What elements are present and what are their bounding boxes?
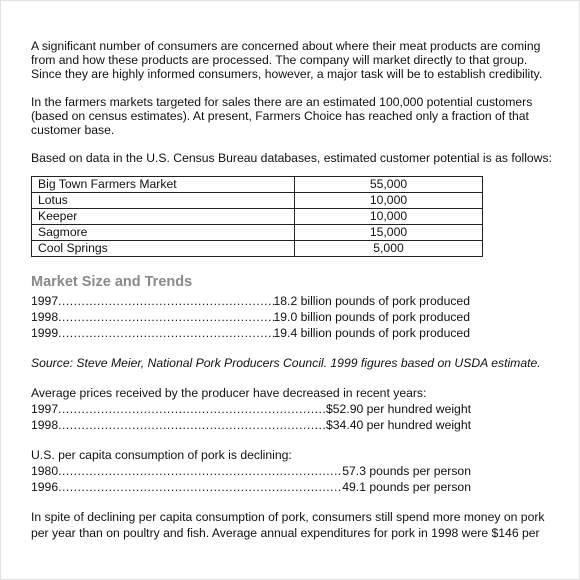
- market-name: Big Town Farmers Market: [32, 177, 295, 193]
- production-row: [31, 293, 470, 309]
- price-year: 1998: [31, 418, 59, 432]
- dot-leader: [58, 417, 326, 433]
- dot-leader: [58, 463, 342, 479]
- price-year: 1997: [31, 402, 59, 416]
- market-potential: 5,000: [295, 241, 483, 257]
- production-value: 18.2 billion pounds of pork produced: [273, 294, 470, 308]
- dot-leader: [58, 401, 326, 417]
- market-potential: 55,000: [295, 177, 483, 193]
- production-year: 1999: [31, 326, 59, 340]
- market-size-heading: Market Size and Trends: [31, 274, 193, 290]
- market-potential: 10,000: [295, 209, 483, 225]
- closing-paragraph: In spite of declining per capita consumption of pork, consumers still spend more money on pork per year than on poultry and fish. Average annual expenditures for pork in 1998 were $146 per: [31, 510, 545, 540]
- production-row: [31, 309, 470, 325]
- price-row: [31, 417, 471, 433]
- consumption-lead: U.S. per capita consumption of pork is declining:: [31, 448, 292, 462]
- intro-paragraph: A significant number of consumers are concerned about where their meat products are coming from and how these products are processed. The company will market directly to that group. Since they are highly informed consumers, however, a major task will be to establish credibility.: [31, 39, 543, 81]
- source-note: Source: Steve Meier, National Pork Producers Council. 1999 figures based on USDA estimate.: [31, 356, 541, 370]
- census-paragraph: Based on data in the U.S. Census Bureau databases, estimated customer potential is as follows:: [31, 151, 552, 165]
- production-row: [31, 325, 470, 341]
- consumption-year: 1980: [31, 464, 59, 478]
- table-row: [32, 241, 483, 257]
- dot-leader: [58, 293, 273, 309]
- table-row: [32, 193, 483, 209]
- consumption-value: 57.3 pounds per person: [342, 464, 471, 478]
- market-name: Keeper: [32, 209, 295, 225]
- table-row: [32, 177, 483, 193]
- price-row: [31, 401, 471, 417]
- dot-leader: [58, 479, 342, 495]
- dot-leader: [58, 309, 273, 325]
- consumption-year: 1996: [31, 480, 59, 494]
- prices-lead: Average prices received by the producer have decreased in recent years:: [31, 386, 427, 400]
- production-value: 19.0 billion pounds of pork produced: [273, 310, 470, 324]
- production-year: 1998: [31, 310, 59, 324]
- market-name: Lotus: [32, 193, 295, 209]
- table-row: [32, 209, 483, 225]
- consumption-value: 49.1 pounds per person: [342, 480, 471, 494]
- table-row: [32, 225, 483, 241]
- production-value: 19.4 billion pounds of pork produced: [273, 326, 470, 340]
- market-name: Cool Springs: [32, 241, 295, 257]
- customer-potential-table: [31, 176, 483, 257]
- market-potential: 15,000: [295, 225, 483, 241]
- market-potential: 10,000: [295, 193, 483, 209]
- production-year: 1997: [31, 294, 59, 308]
- price-value: $52.90 per hundred weight: [325, 402, 471, 416]
- markets-paragraph: In the farmers markets targeted for sales there are an estimated 100,000 potential customers (based on census estimates). At present, Farmers Choice has reached only a fraction of that customer base.: [31, 95, 533, 137]
- market-name: Sagmore: [32, 225, 295, 241]
- price-value: $34.40 per hundred weight: [325, 418, 471, 432]
- document-body: [31, 39, 561, 541]
- dot-leader: [58, 325, 273, 341]
- consumption-row: [31, 463, 471, 479]
- consumption-row: [31, 479, 471, 495]
